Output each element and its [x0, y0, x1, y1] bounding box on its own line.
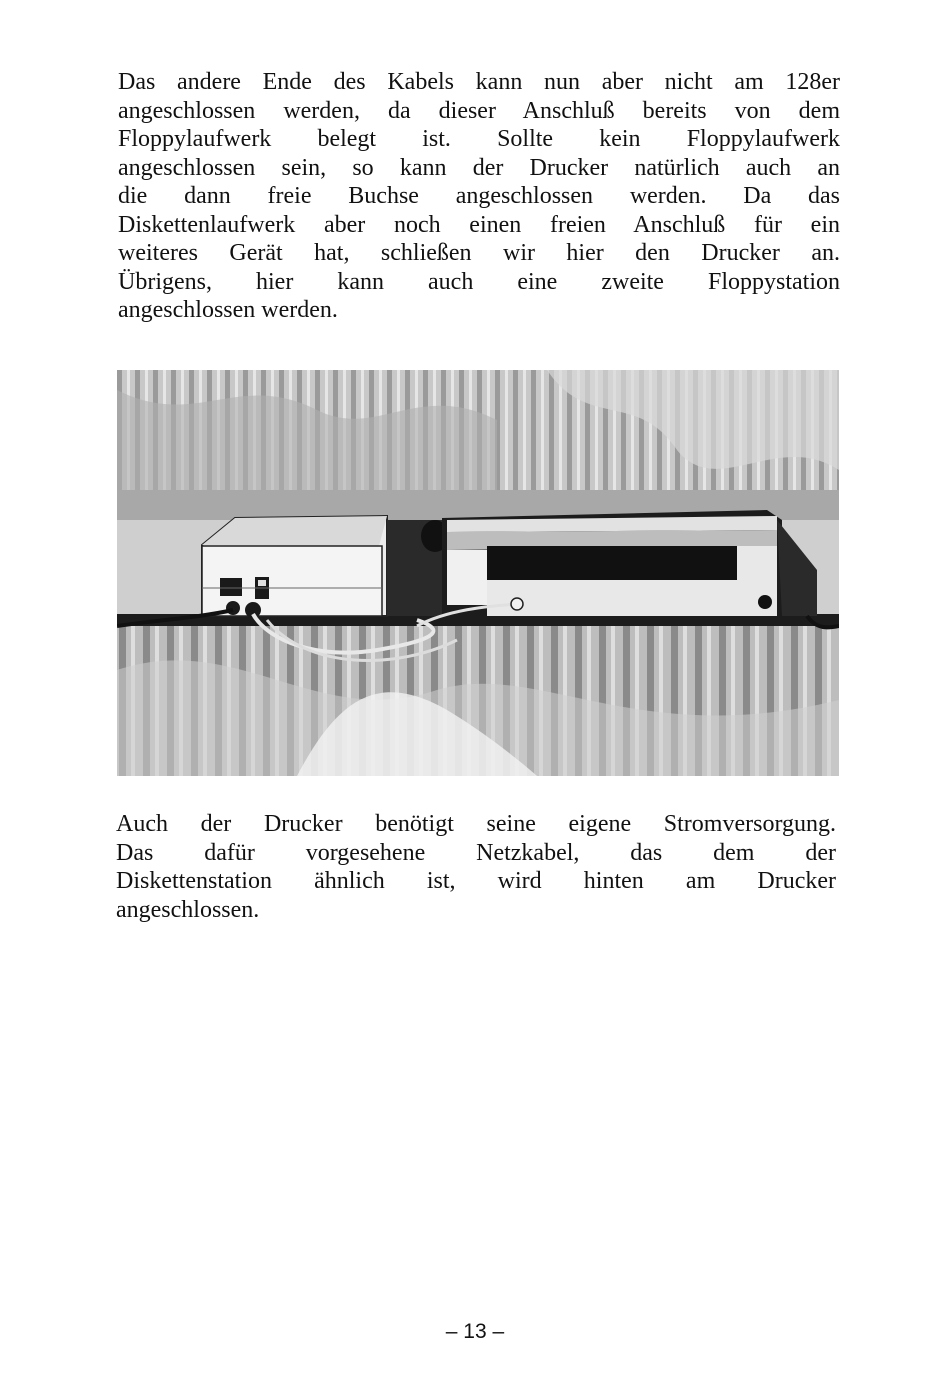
text-line: Diskettenlaufwerk aber noch einen freien Anschluß für ein: [118, 211, 840, 238]
text-line: angeschlossen sein, so kann der Drucker natürlich auch an: [118, 154, 840, 181]
text-line: angeschlossen werden, da dieser Anschluß bereits von dem: [118, 97, 840, 124]
text-line: Übrigens, hier kann auch eine zweite Floppystation: [118, 268, 840, 295]
text-line: Floppylaufwerk belegt ist. Sollte kein Floppylaufwerk: [118, 126, 840, 152]
text-line: Das dafür vorgesehene Netzkabel, das dem der: [116, 839, 836, 866]
text-line: angeschlossen.: [116, 896, 260, 923]
photo-printer-and-disk-drive: [117, 370, 839, 776]
text-line: Das andere Ende des Kabels kann nun aber nicht am 128er: [118, 69, 840, 95]
page-number: – 13 –: [445, 1320, 505, 1343]
text-line: weiteres Gerät hat, schließen wir hier den Drucker an.: [118, 240, 840, 266]
paragraph-1: [118, 68, 840, 325]
paragraph-2: [116, 810, 836, 924]
text-line: Auch der Drucker benötigt seine eigene Stromversorgung.: [116, 811, 836, 837]
text-line: die dann freie Buchse angeschlossen werden. Da das: [118, 183, 840, 209]
text-line: Diskettenstation ähnlich ist, wird hinten am Drucker: [116, 868, 836, 894]
text-line: angeschlossen werden.: [118, 297, 338, 323]
